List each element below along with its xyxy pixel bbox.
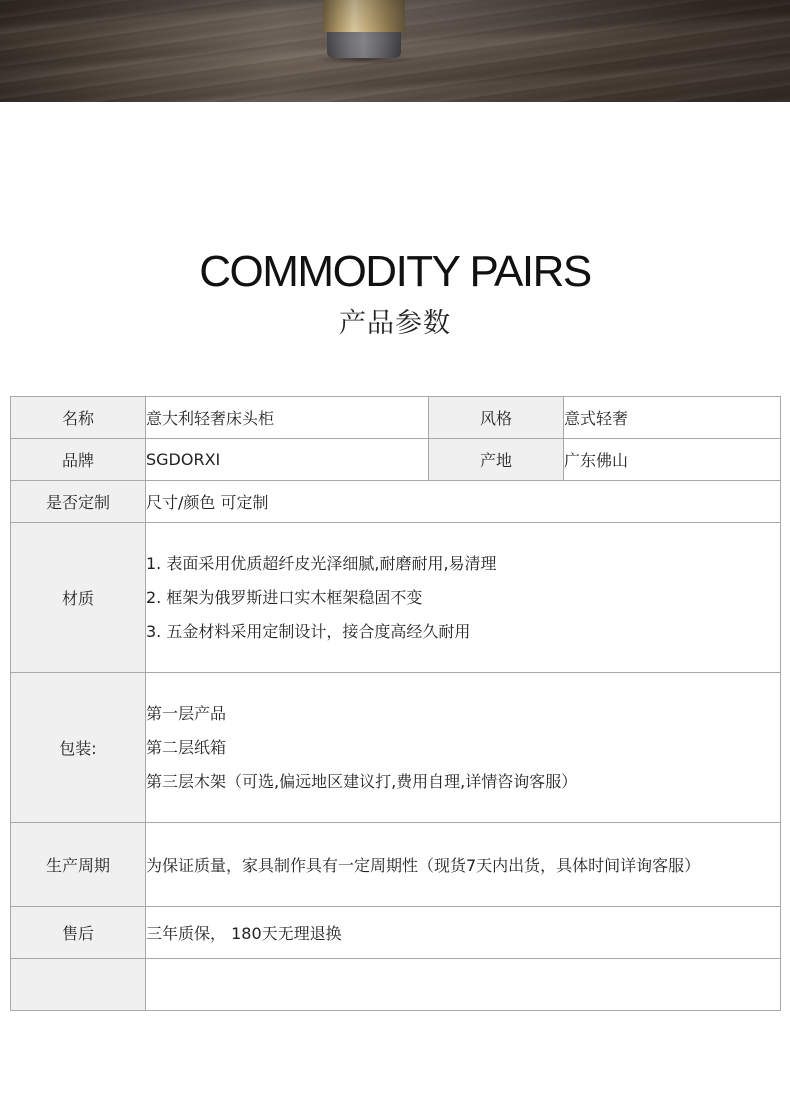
custom-label: 是否定制: [11, 481, 146, 523]
material-line: 2. 框架为俄罗斯进口实木框架稳固不变: [146, 587, 423, 607]
table-row: [11, 523, 781, 673]
origin-value: 广东佛山: [564, 439, 781, 481]
material-value: [146, 523, 781, 673]
brand-label: 品牌: [11, 439, 146, 481]
table-row: [11, 673, 781, 823]
table-row: [11, 481, 781, 523]
packaging-line: 第一层产品: [146, 703, 227, 723]
table-row: [11, 397, 781, 439]
material-line: 1. 表面采用优质超纤皮光泽细腻,耐磨耐用,易清理: [146, 553, 497, 573]
product-params-table: [10, 396, 781, 1011]
brand-value: SGDORXI: [146, 439, 429, 481]
section-title: COMMODITY PAIRS: [199, 247, 591, 296]
hero-product-photo: [0, 0, 790, 102]
name-value: 意大利轻奢床头柜: [146, 397, 429, 439]
section-subtitle: 产品参数: [339, 308, 451, 339]
empty-value: [146, 959, 781, 1011]
aftersale-value: 三年质保， 180天无理退换: [146, 907, 781, 959]
packaging-line: 第二层纸箱: [146, 737, 227, 757]
photo-lighting: [0, 0, 790, 102]
packaging-value: [146, 673, 781, 823]
material-label: 材质: [11, 523, 146, 673]
packaging-line: 第三层木架（可选,偏远地区建议打,费用自理,详情咨询客服）: [146, 771, 578, 791]
origin-label: 产地: [429, 439, 564, 481]
table-row: [11, 907, 781, 959]
cycle-label: 生产周期: [11, 823, 146, 907]
style-value: 意式轻奢: [564, 397, 781, 439]
table-row: [11, 959, 781, 1011]
material-line: 3. 五金材料采用定制设计，接合度高经久耐用: [146, 621, 471, 641]
aftersale-label: 售后: [11, 907, 146, 959]
cycle-value: 为保证质量，家具制作具有一定周期性（现货7天内出货，具体时间详询客服）: [146, 823, 781, 907]
name-label: 名称: [11, 397, 146, 439]
style-label: 风格: [429, 397, 564, 439]
table-row: [11, 823, 781, 907]
custom-value: 尺寸/颜色 可定制: [146, 481, 781, 523]
empty-label: [11, 959, 146, 1011]
packaging-label: 包装:: [11, 673, 146, 823]
table-row: [11, 439, 781, 481]
